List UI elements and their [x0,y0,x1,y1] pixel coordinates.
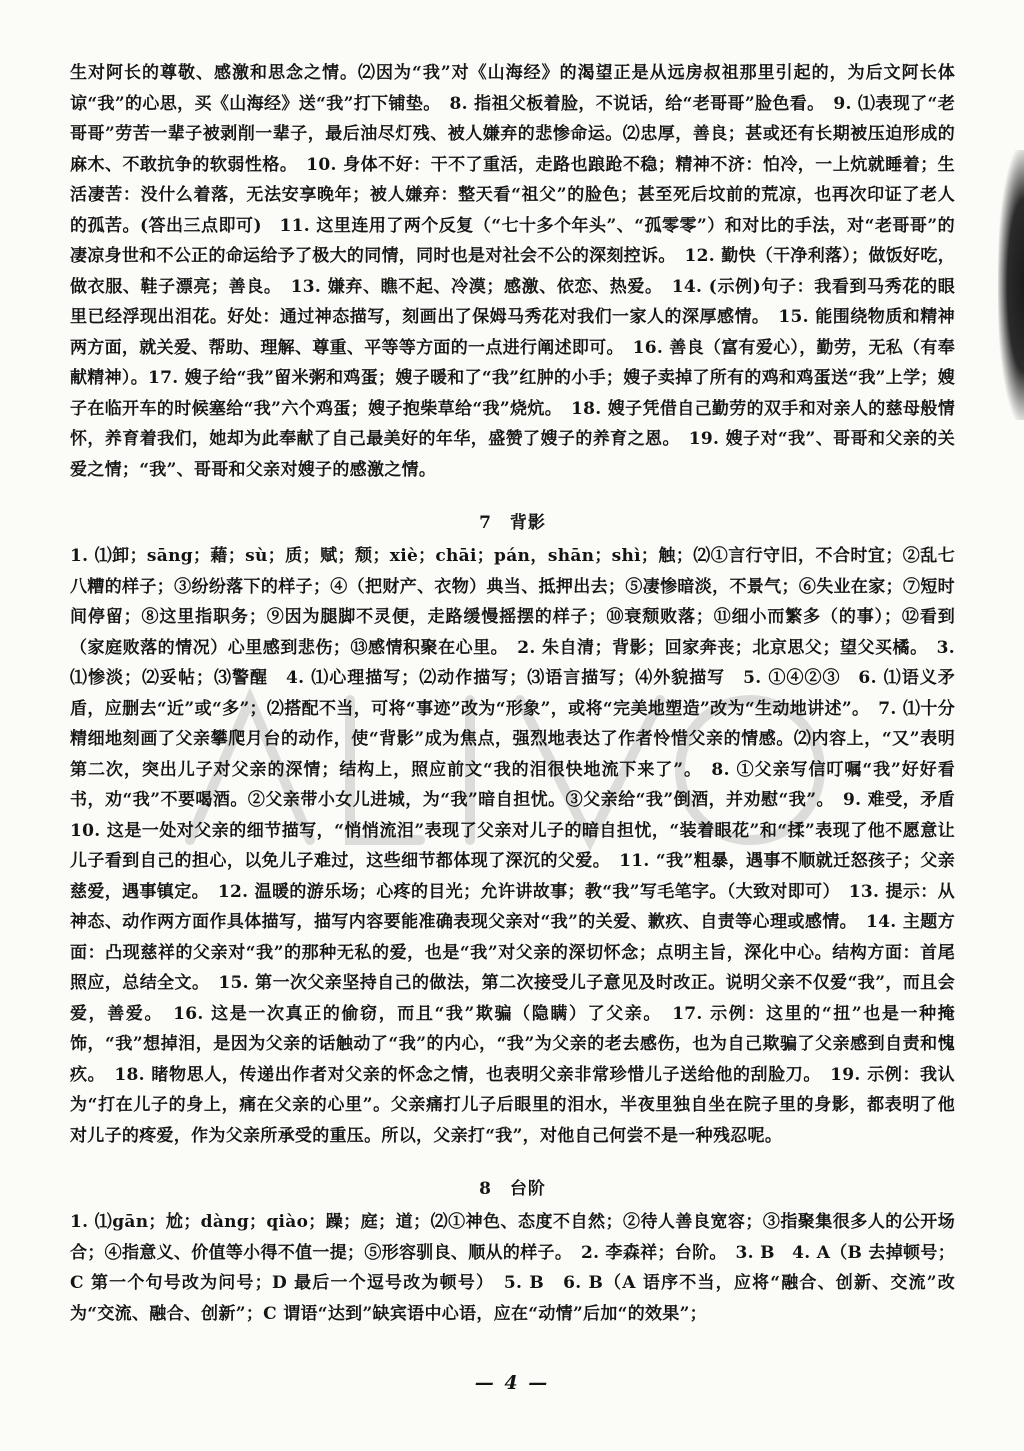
answer-paragraph-taijie: 1. ⑴gān；尬；dàng；qiào；躁；庭；道；⑵①神色、态度不自然；②待人善良宽容；③指聚集很多人的公开场合；④指意义、价值等小得不值一提；⑤形容驯良、顺从的样子。 2. 李森祥；台阶。 3. B 4. A（B 去掉顿号；C 第一个句号改为问号；D 最后一个逗号改为顿号） 5. B 6. B（A 语序不当，应将“融合、创新、交流”改为“交流、融合、创新”；C 谓语“达到”缺宾语中心语，应在“动情”后加“的效果”； [70,1212,955,1324]
answer-page [70,58,973,1428]
scan-edge-shadow [998,150,1024,420]
section-title-beiying: 7 背影 [479,513,546,533]
page-number: — 4 — [474,1372,550,1394]
answer-paragraph-continued: 生对阿长的尊敬、感激和思念之情。⑵因为“我”对《山海经》的渴望正是从远房叔祖那里引起的，为后文阿长体谅“我”的心思，买《山海经》送“我”打下铺垫。 8. 指祖父板着脸，不说话，给“老哥哥”脸色看。 9. ⑴表现了“老哥哥”劳苦一辈子被剥削一辈子，最后油尽灯残、被人嫌弃的悲惨命运。⑵忠厚，善良；甚或还有长期被压迫形成的麻木、不敢抗争的软弱性格。 10. 身体不好：干不了重活，走路也踉跄不稳；精神不济：怕冷，一上炕就睡着；生活凄苦：没什么着落，无法安享晚年；被人嫌弃：整天看“祖父”的脸色；甚至死后坟前的荒凉，也再次印证了老人的孤苦。(答出三点即可) 11. 这里连用了两个反复（“七十多个年头”、“孤零零”）和对比的手法，对“老哥哥”的凄凉身世和不公正的命运给予了极大的同情，同时也是对社会不公的深刻控诉。 12. 勤快（干净利落）；做饭好吃，做衣服、鞋子漂亮；善良。 13. 嫌弃、瞧不起、冷漠；感激、依恋、热爱。 14. (示例)句子：我看到马秀花的眼里已经浮现出泪花。好处：通过神态描写，刻画出了保姆马秀花对我们一家人的深厚感情。 15. 能围绕物质和精神两方面，就关爱、帮助、理解、尊重、平等等方面的一点进行阐述即可。 16. 善良（富有爱心），勤劳，无私（有奉献精神）。17. 嫂子给“我”留米粥和鸡蛋；嫂子暖和了“我”红肿的小手；嫂子卖掉了所有的鸡和鸡蛋送“我”上学；嫂子在临开车的时候塞给“我”六个鸡蛋；嫂子抱柴草给“我”烧炕。 18. 嫂子凭借自己勤劳的双手和对亲人的慈母般情怀，养育着我们，她却为此奉献了自己最美好的年华，盛赞了嫂子的养育之恩。 19. 嫂子对“我”、哥哥和父亲的关爱之情；“我”、哥哥和父亲对嫂子的感激之情。 [70,63,955,480]
section-title-taijie: 8 台阶 [479,1179,546,1199]
answer-paragraph-beiying: 1. ⑴卸；sāng；藉；sù；质；赋；颓；xiè；chāi；pán，shān；shì；触；⑵①言行守旧，不合时宜；②乱七八糟的样子；③纷纷落下的样子；④（把财产、衣物）典当、抵押出去；⑤凄惨暗淡，不景气；⑥失业在家；⑦短时间停留；⑧这里指职务；⑨因为腿脚不灵便，走路缓慢摇摆的样子；⑩衰颓败落；⑪细小而繁多（的事）；⑫看到（家庭败落的情况）心里感到悲伤；⑬感情积聚在心里。 2. 朱自清；背影；回家奔丧；北京思父；望父买橘。 3. ⑴惨淡；⑵妥帖；⑶警醒 4. ⑴心理描写；⑵动作描写；⑶语言描写；⑷外貌描写 5. ①④②③ 6. ⑴语义矛盾，应删去“近”或“多”；⑵搭配不当，可将“事迹”改为“形象”，或将“完美地塑造”改为“生动地讲述”。 7. ⑴十分精细地刻画了父亲攀爬月台的动作，使“背影”成为焦点，强烈地表达了作者怜惜父亲的情感。⑵内容上，“又”表明第二次，突出儿子对父亲的深情；结构上，照应前文“我的泪很快地流下来了”。 8. ①父亲写信叮嘱“我”好好看书，劝“我”不要喝酒。②父亲带小女儿进城，为“我”暗自担忧。③父亲给“我”倒酒，并劝慰“我”。 9. 难受，矛盾 10. 这是一处对父亲的细节描写，“悄悄流泪”表现了父亲对儿子的暗自担忧，“装着眼花”和“揉”表现了他不愿意让儿子看到自己的担心，以免儿子难过，这些细节都体现了深沉的父爱。 11. “我”粗暴，遇事不顺就迁怒孩子；父亲慈爱，遇事镇定。 12. 温暖的游乐场；心疼的目光；允许讲故事；教“我”写毛笔字。（大致对即可） 13. 提示：从神态、动作两方面作具体描写，描写内容要能准确表现父亲对“我”的关爱、歉疚、自责等心理或感情。 14. 主题方面：凸现慈祥的父亲对“我”的那种无私的爱，也是“我”对父亲的深切怀念；点明主旨，深化中心。结构方面：首尾照应，总结全文。 15. 第一次父亲坚持自己的做法，第二次接受儿子意见及时改正。说明父亲不仅爱“我”，而且会爱，善爱。 16. 这是一次真正的偷窃，而且“我”欺骗（隐瞒）了父亲。 17. 示例：这里的“扭”也是一种掩饰，“我”想掉泪，是因为父亲的话触动了“我”的内心，“我”为父亲的老去感伤，也为自己欺骗了父亲感到自责和愧疚。 18. 睹物思人，传递出作者对父亲的怀念之情，也表明父亲非常珍惜儿子送给他的刮脸刀。 19. 示例：我认为“打在儿子的身上，痛在父亲的心里”。父亲痛打儿子后眼里的泪水，半夜里独自坐在院子里的身影，都表明了他对儿子的疼爱，作为父亲所承受的重压。所以，父亲打“我”，对他自己何尝不是一种残忍呢。 [70,546,973,1146]
